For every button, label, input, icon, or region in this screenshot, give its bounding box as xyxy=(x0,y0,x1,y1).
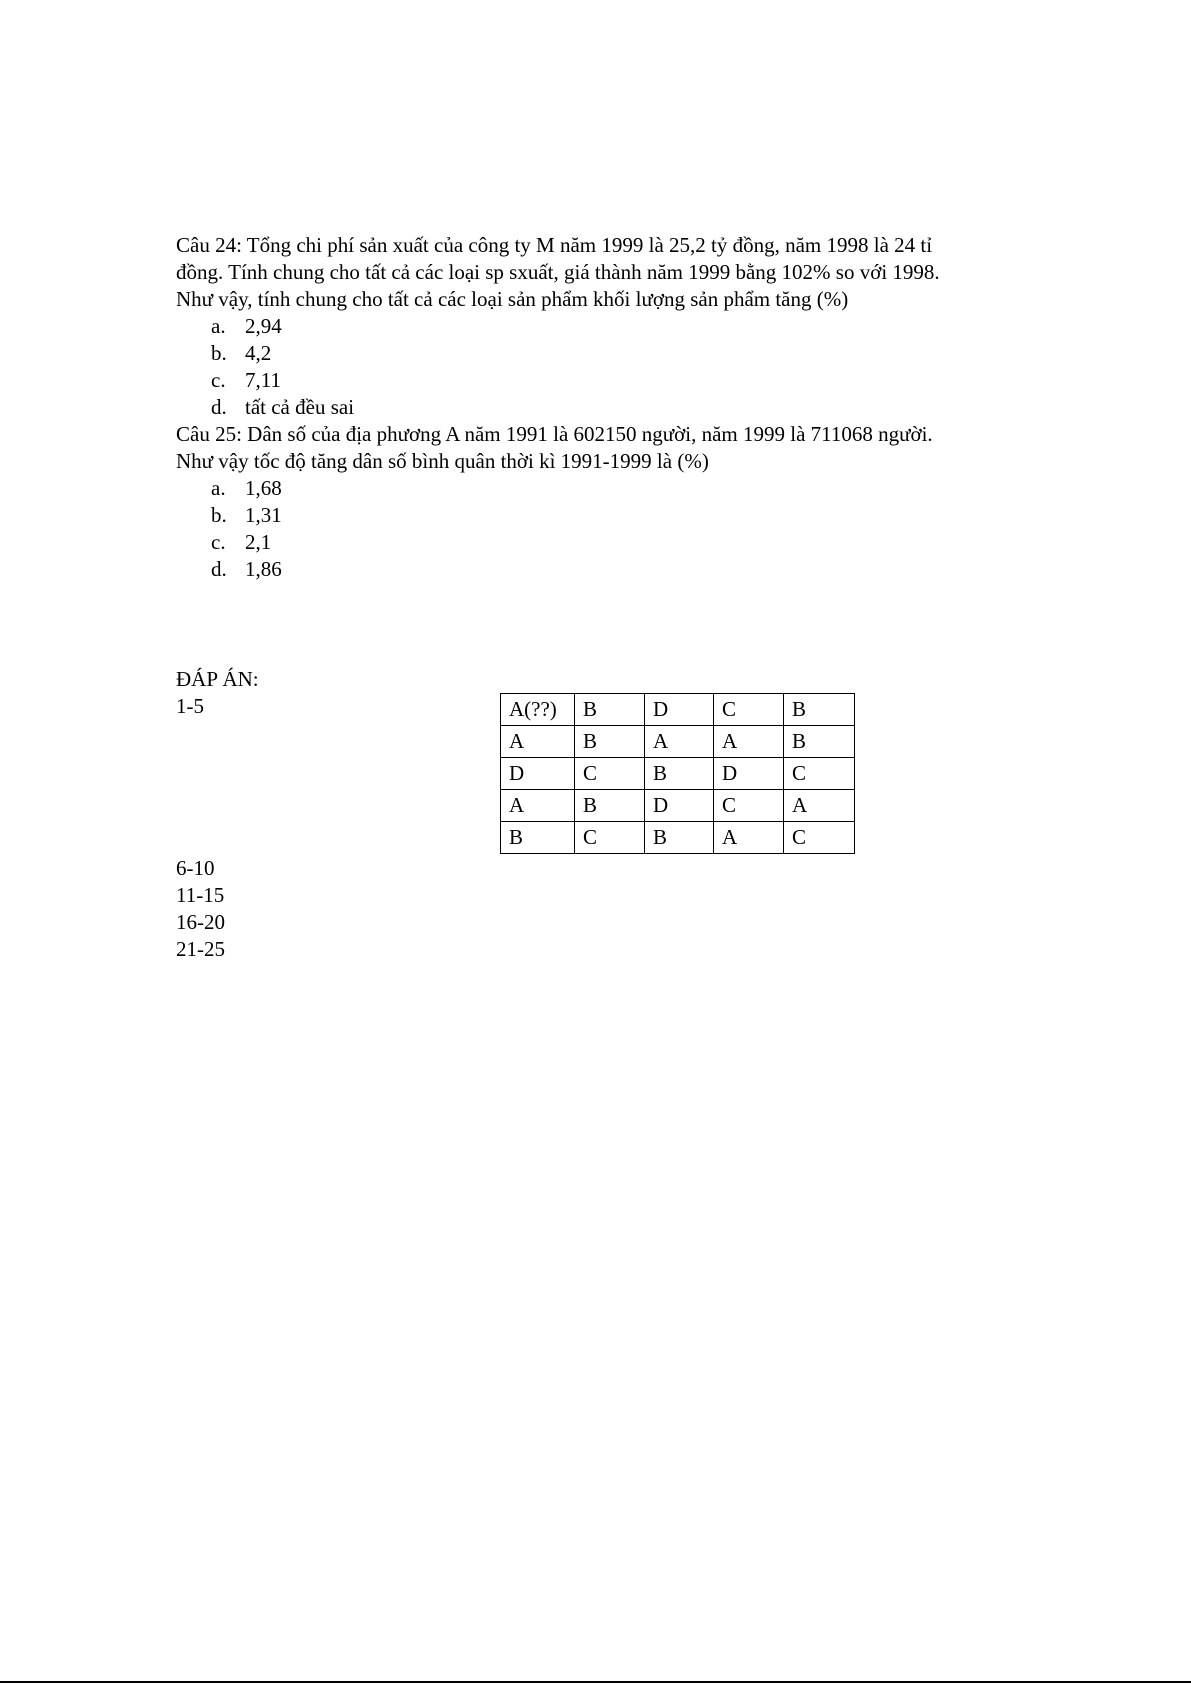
answer-range-label: 16-20 xyxy=(176,910,225,934)
answer-cell: B xyxy=(784,694,855,726)
answer-cell: A xyxy=(714,726,784,758)
option-letter: b. xyxy=(211,341,227,365)
question-24-line-2: đồng. Tính chung cho tất cả các loại sp sxuất, giá thành năm 1999 bằng 102% so với 1998. xyxy=(176,260,940,284)
answer-cell: C xyxy=(714,694,784,726)
page-bottom-divider xyxy=(0,1681,1191,1683)
table-row xyxy=(501,790,855,822)
option-letter: c. xyxy=(211,368,226,392)
answer-range-label: 21-25 xyxy=(176,937,225,961)
option-text: 2,1 xyxy=(245,530,272,554)
option-text: 2,94 xyxy=(245,314,282,338)
question-24-options xyxy=(176,313,1036,421)
answer-cell: B xyxy=(645,822,714,854)
option-item xyxy=(176,367,1036,394)
option-item xyxy=(176,475,1036,502)
answer-cell: A xyxy=(501,790,575,822)
table-row xyxy=(501,822,855,854)
question-25 xyxy=(176,421,1036,583)
option-item xyxy=(176,340,1036,367)
option-item xyxy=(176,502,1036,529)
question-24-line-1: Câu 24: Tổng chi phí sản xuất của công ty M năm 1999 là 25,2 tỷ đồng, năm 1998 là 24 tỉ xyxy=(176,233,933,257)
option-text: 4,2 xyxy=(245,341,272,365)
answer-cell: C xyxy=(784,758,855,790)
option-text: tất cả đều sai xyxy=(245,395,355,419)
answer-cell: B xyxy=(645,758,714,790)
option-item xyxy=(176,529,1036,556)
answer-cell: B xyxy=(575,790,645,822)
answer-cell: D xyxy=(501,758,575,790)
option-letter: d. xyxy=(211,557,227,581)
answers-title: ĐÁP ÁN: xyxy=(176,667,259,691)
option-item xyxy=(176,313,1036,340)
option-text: 7,11 xyxy=(245,368,281,392)
answer-cell: D xyxy=(645,694,714,726)
answer-range-label: 11-15 xyxy=(176,883,225,907)
option-text: 1,86 xyxy=(245,557,282,581)
answer-cell: C xyxy=(714,790,784,822)
answer-cell: B xyxy=(575,726,645,758)
option-text: 1,31 xyxy=(245,503,282,527)
answer-range-label: 1-5 xyxy=(176,694,204,718)
answer-cell: B xyxy=(784,726,855,758)
answer-cell: A xyxy=(714,822,784,854)
question-25-options xyxy=(176,475,1036,583)
question-25-line-1: Câu 25: Dân số của địa phương A năm 1991 là 602150 người, năm 1999 là 711068 người. xyxy=(176,422,933,446)
answer-cell: D xyxy=(645,790,714,822)
option-item xyxy=(176,394,1036,421)
answer-cell: B xyxy=(575,694,645,726)
option-letter: a. xyxy=(211,314,226,338)
option-letter: a. xyxy=(211,476,226,500)
answer-cell: A xyxy=(784,790,855,822)
question-25-line-2: Như vậy tốc độ tăng dân số bình quân thời kì 1991-1999 là (%) xyxy=(176,449,709,473)
answer-range-label: 6-10 xyxy=(176,856,215,880)
answer-cell: C xyxy=(575,758,645,790)
answer-cell: D xyxy=(714,758,784,790)
answer-key-table xyxy=(500,693,855,854)
answer-cell: A(??) xyxy=(501,694,575,726)
option-letter: d. xyxy=(211,395,227,419)
question-24-line-3: Như vậy, tính chung cho tất cả các loại sản phẩm khối lượng sản phẩm tăng (%) xyxy=(176,287,849,311)
table-row xyxy=(501,694,855,726)
option-text: 1,68 xyxy=(245,476,282,500)
answer-cell: C xyxy=(784,822,855,854)
answer-cell: A xyxy=(501,726,575,758)
answer-cell: C xyxy=(575,822,645,854)
option-item xyxy=(176,556,1036,583)
table-row xyxy=(501,726,855,758)
question-24 xyxy=(176,232,1036,421)
option-letter: b. xyxy=(211,503,227,527)
answer-cell: B xyxy=(501,822,575,854)
table-row xyxy=(501,758,855,790)
answer-cell: A xyxy=(645,726,714,758)
option-letter: c. xyxy=(211,530,226,554)
